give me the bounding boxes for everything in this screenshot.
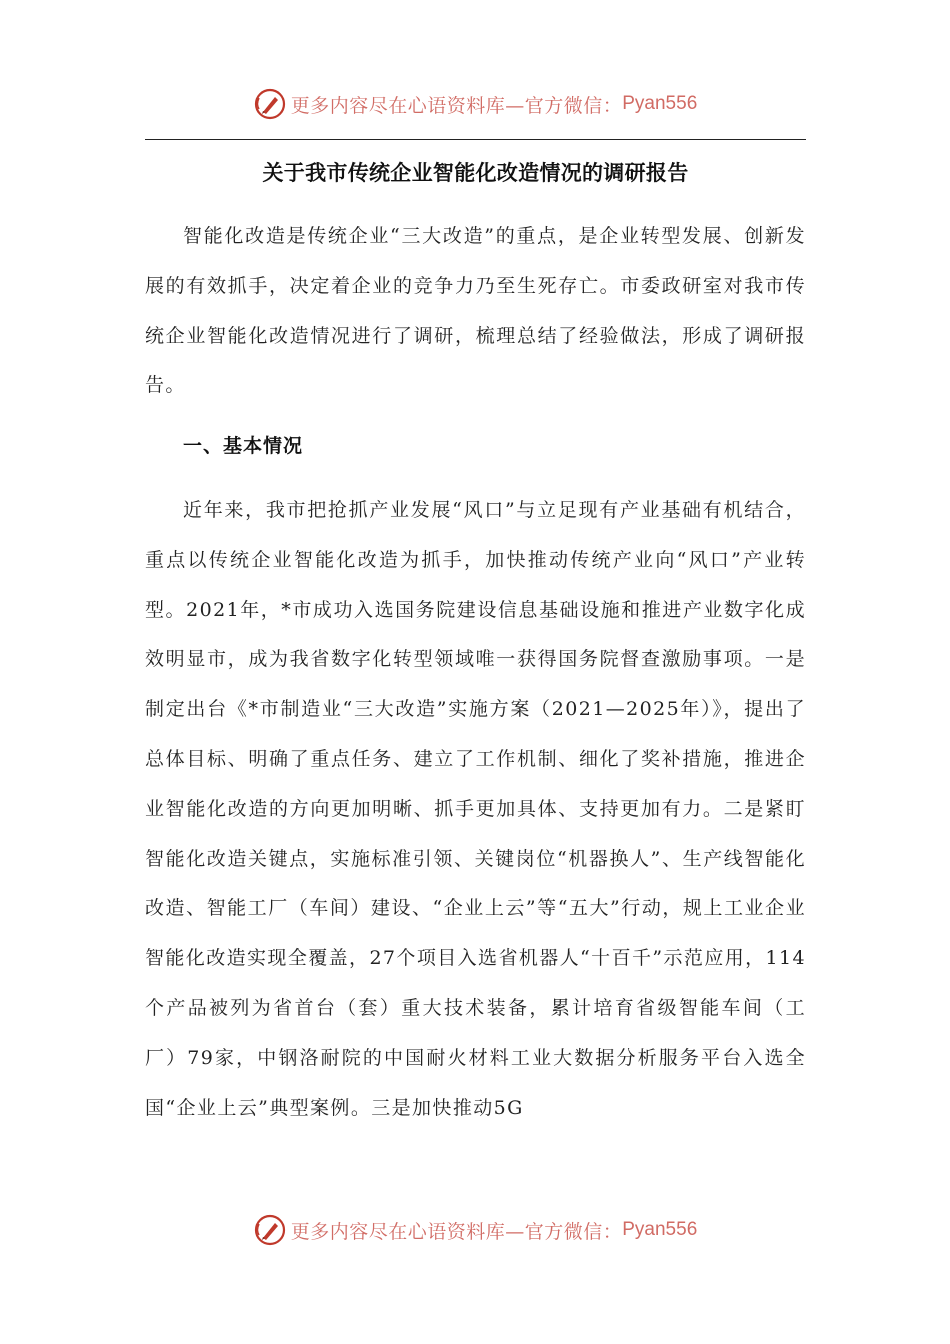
section-heading: 一、基本情况 <box>183 435 304 457</box>
header-banner-text: 更多内容尽在心语资料库—官方微信： <box>290 94 623 117</box>
footer-banner-text: 更多内容尽在心语资料库—官方微信： <box>290 1220 623 1243</box>
header-wechat-id: Pyan556 <box>622 93 698 114</box>
footer-banner <box>0 1210 950 1250</box>
pen-logo-icon <box>253 87 287 121</box>
section-body-paragraph: 近年来，我市把抢抓产业发展“风口”与立足现有产业基础有机结合，重点以传统企业智能化改造为抓手，加快推动传统产业向“风口”产业转型。2021年，*市成功入选国务院建设信息基础设施和推进产业数字化成效明显市，成为我省数字化转型领域唯一获得国务院督查激励事项。一是制定出台《*市制造业“三大改造”实施方案（2021—2025年）》，提出了总体目标、明确了重点任务、建立了工作机制、细化了奖补措施，推进企业智能化改造的方向更加明晰、抓手更加具体、支持更加有力。二是紧盯智能化改造关键点，实施标准引领、关键岗位“机器换人”、生产线智能化改造、智能工厂（车间）建设、“企业上云”等“五大”行动，规上工业企业智能化改造实现全覆盖，27个项目入选省机器人“十百千”示范应用，114个产品被列为省首台（套）重大技术装备，累计培育省级智能车间（工厂）79家，中钢洛耐院的中国耐火材料工业大数据分析服务平台入选全国“企业上云”典型案例。三是加快推动5G <box>145 499 806 1119</box>
header-banner <box>0 84 950 124</box>
pen-logo-icon <box>253 1213 287 1247</box>
document-title: 关于我市传统企业智能化改造情况的调研报告 <box>262 161 689 185</box>
header-divider <box>145 139 806 140</box>
footer-wechat-id: Pyan556 <box>622 1219 698 1240</box>
intro-paragraph: 智能化改造是传统企业“三大改造”的重点，是企业转型发展、创新发展的有效抓手，决定着企业的竞争力乃至生死存亡。市委政研室对我市传统企业智能化改造情况进行了调研，梳理总结了经验做法，形成了调研报告。 <box>145 225 806 397</box>
